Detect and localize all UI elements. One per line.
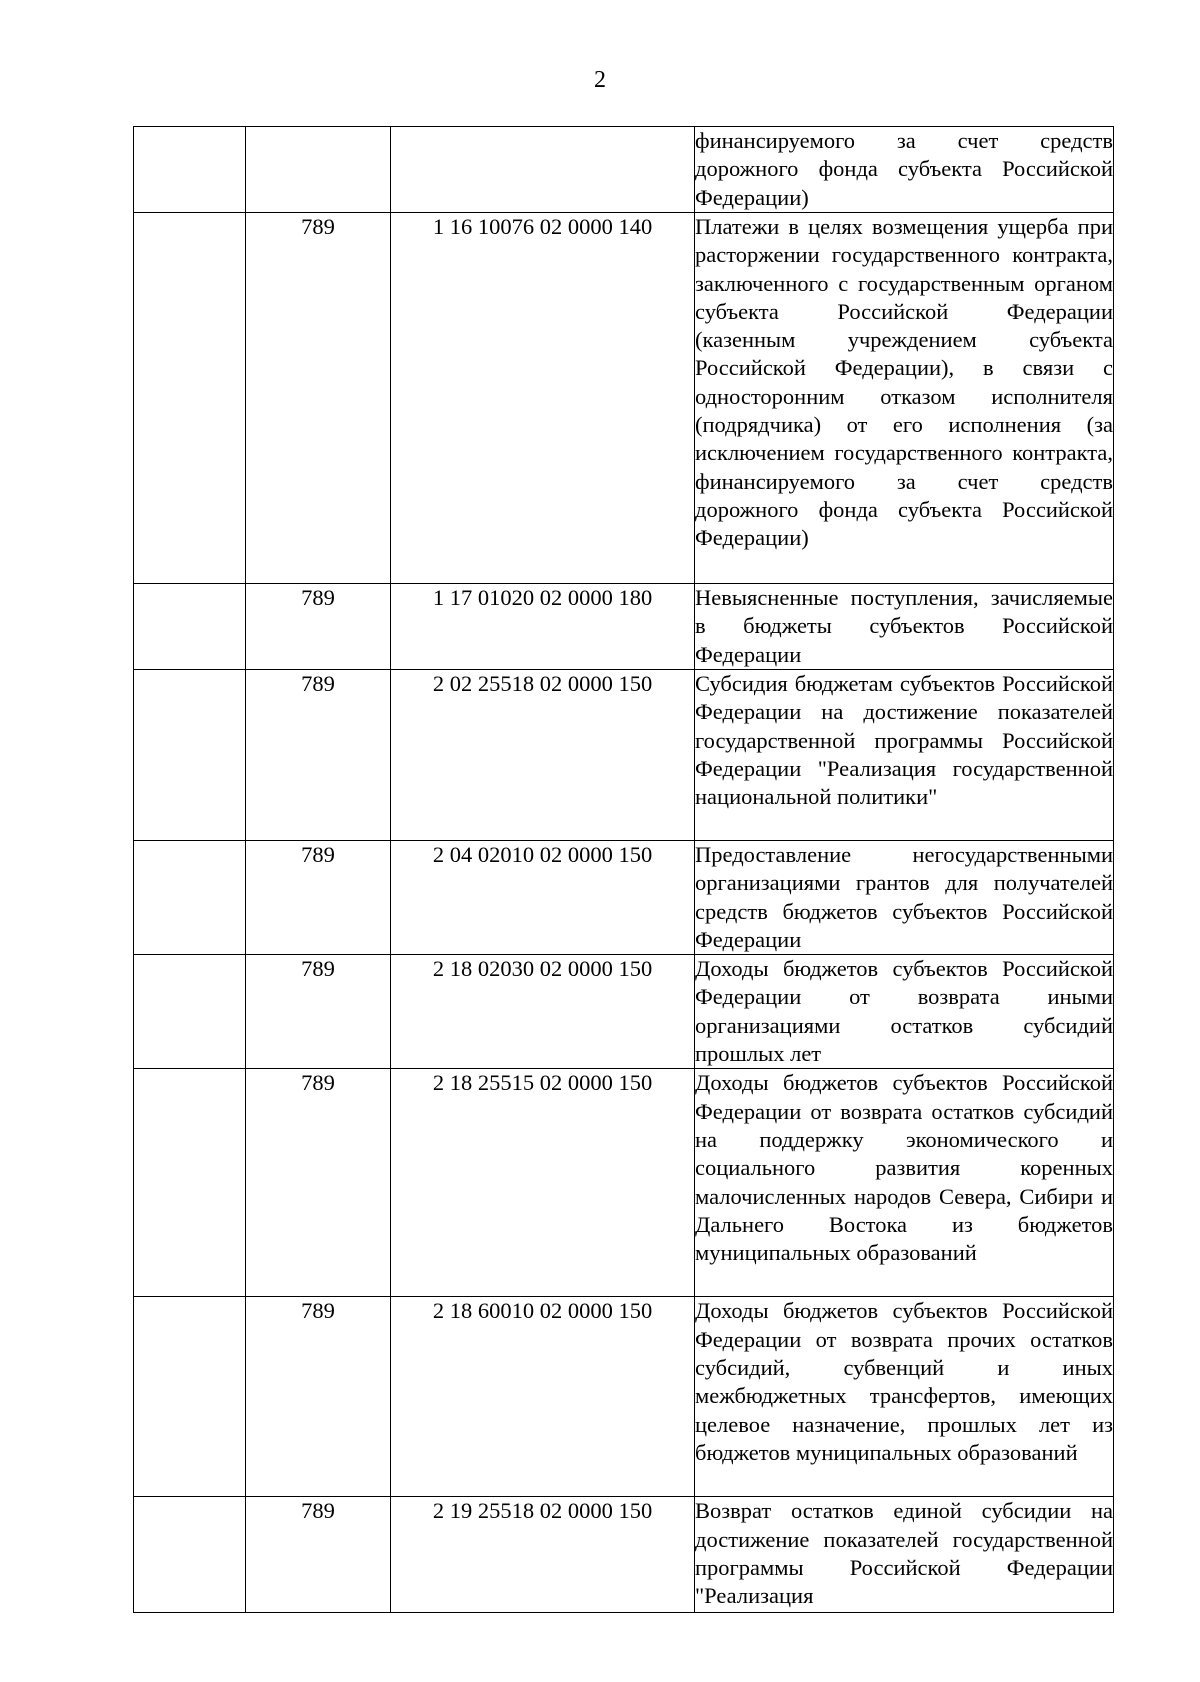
revenue-name-cell: Доходы бюджетов субъектов Российской Федерации от возврата иными организациями остатков субсидий прошлых лет — [695, 955, 1114, 1069]
budget-code-cell: 2 18 25515 02 0000 150 — [391, 1069, 695, 1297]
blank-cell — [134, 1297, 246, 1497]
budget-code-cell: 2 18 02030 02 0000 150 — [391, 955, 695, 1069]
revenue-name-cell: Возврат остатков единой субсидии на достижение показателей государственной программы Российской Федерации "Реализация — [695, 1497, 1114, 1613]
admin-code-cell — [246, 127, 391, 213]
table-row — [134, 1297, 1114, 1497]
revenue-name-cell: Невыясненные поступления, зачисляемые в бюджеты субъектов Российской Федерации — [695, 584, 1114, 670]
revenue-codes-table — [133, 126, 1114, 1613]
blank-cell — [134, 1497, 246, 1613]
table-row — [134, 1497, 1114, 1613]
revenue-name-cell: Предоставление негосударственными организациями грантов для получателей средств бюджетов субъектов Российской Федерации — [695, 841, 1114, 955]
revenue-name-cell: Доходы бюджетов субъектов Российской Федерации от возврата остатков субсидий на поддержку экономического и социального развития коренных малочисленных народов Севера, Сибири и Дальнего Востока из бюджетов муниципальных образований — [695, 1069, 1114, 1297]
budget-code-cell: 2 18 60010 02 0000 150 — [391, 1297, 695, 1497]
revenue-name-cell: Субсидия бюджетам субъектов Российской Федерации на достижение показателей государственной программы Российской Федерации "Реализация государственной национальной политики" — [695, 670, 1114, 841]
blank-cell — [134, 127, 246, 213]
admin-code-cell: 789 — [246, 584, 391, 670]
budget-code-cell: 2 04 02010 02 0000 150 — [391, 841, 695, 955]
table-row — [134, 670, 1114, 841]
budget-code-cell — [391, 127, 695, 213]
admin-code-cell: 789 — [246, 1497, 391, 1613]
admin-code-cell: 789 — [246, 955, 391, 1069]
page-number: 2 — [594, 67, 606, 93]
table-row — [134, 955, 1114, 1069]
admin-code-cell: 789 — [246, 670, 391, 841]
table-row — [134, 213, 1114, 584]
blank-cell — [134, 1069, 246, 1297]
admin-code-cell: 789 — [246, 213, 391, 584]
table-row — [134, 1069, 1114, 1297]
revenue-name-cell: Доходы бюджетов субъектов Российской Федерации от возврата прочих остатков субсидий, субвенций и иных межбюджетных трансфертов, имеющих целевое назначение, прошлых лет из бюджетов муниципальных образований — [695, 1297, 1114, 1497]
table-row — [134, 584, 1114, 670]
revenue-name-cell: финансируемого за счет средств дорожного фонда субъекта Российской Федерации) — [695, 127, 1114, 213]
table-row — [134, 127, 1114, 213]
budget-code-cell: 2 19 25518 02 0000 150 — [391, 1497, 695, 1613]
budget-code-cell: 2 02 25518 02 0000 150 — [391, 670, 695, 841]
admin-code-cell: 789 — [246, 1297, 391, 1497]
budget-code-cell: 1 16 10076 02 0000 140 — [391, 213, 695, 584]
admin-code-cell: 789 — [246, 841, 391, 955]
blank-cell — [134, 955, 246, 1069]
blank-cell — [134, 841, 246, 955]
table-row — [134, 841, 1114, 955]
blank-cell — [134, 670, 246, 841]
blank-cell — [134, 584, 246, 670]
revenue-name-cell: Платежи в целях возмещения ущерба при расторжении государственного контракта, заключенного с государственным органом субъекта Российской Федерации (казенным учреждением субъекта Российской Федерации), в связи с односторонним отказом исполнителя (подрядчика) от его исполнения (за исключением государственного контракта, финансируемого за счет средств дорожного фонда субъекта Российской Федерации) — [695, 213, 1114, 584]
admin-code-cell: 789 — [246, 1069, 391, 1297]
budget-code-cell: 1 17 01020 02 0000 180 — [391, 584, 695, 670]
blank-cell — [134, 213, 246, 584]
